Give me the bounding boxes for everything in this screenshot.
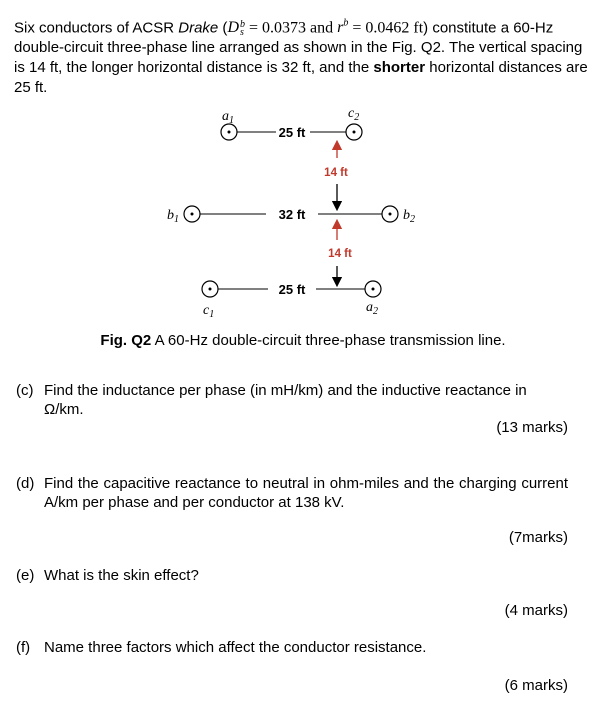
label-a2: $a_2$ (366, 300, 378, 317)
dim-vert-upper-label: 14 ft (324, 167, 348, 179)
question-d-text: Find the capacitive reactance to neutral in ohm-miles and the charging current A/km per phase and per conductor at 138 kV. (44, 475, 568, 511)
problem-statement (14, 14, 594, 98)
radius-symbol: $r^b$ (337, 18, 349, 37)
label-a1: $a_1$ (222, 109, 234, 126)
question-c-text: Find the inductance per phase (in mH/km) and the inductive reactance in Ω/km. (44, 382, 527, 418)
dim-middle-label: 32 ft (278, 207, 306, 222)
intro-text-1: Six conductors of ACSR (14, 19, 179, 37)
question-e-text: What is the skin effect? (44, 567, 199, 584)
question-e-marks: (4 marks) (504, 602, 568, 619)
question-f-marks: (6 marks) (504, 677, 568, 694)
conductor-b1 (184, 206, 200, 222)
intro-text-2: ( (218, 19, 228, 37)
conductor-name: Drake (178, 19, 219, 37)
caption-text: A 60-Hz double-circuit three-phase transmission line. (151, 332, 506, 349)
question-c-marks: (13 marks) (496, 419, 568, 436)
dim-vert-lower-label: 14 ft (328, 248, 352, 260)
label-b2: $b_2$ (403, 208, 415, 225)
label-b1: $b_1$ (167, 208, 179, 225)
intro-text-3: ) constitute a 60-Hz double-circuit three-phase line arranged as shown in the Fig. Q2. The vertical spacing is 14 ft, the longer horizontal distance is 32 ft, and the (14, 19, 583, 77)
conductor-c1 (202, 281, 218, 297)
caption-label: Fig. Q2 (100, 332, 152, 349)
dim-top-label: 25 ft (278, 125, 306, 140)
question-d (16, 474, 568, 512)
question-c-label: (c) (16, 382, 34, 399)
question-e (16, 566, 568, 585)
question-d-label: (d) (16, 475, 35, 492)
label-c2: $c_2$ (348, 106, 360, 123)
question-e-label: (e) (16, 567, 35, 584)
gmr-value: = 0.0373 and (245, 19, 338, 37)
conductor-a1 (221, 124, 237, 140)
emphasis-shorter: shorter (373, 59, 426, 77)
conductor-c2 (346, 124, 362, 140)
figure-caption (0, 331, 606, 351)
gmr-symbol: D b s (227, 18, 245, 38)
intro-text-4: horizontal distances are 25 ft. (14, 59, 588, 97)
label-c1: $c_1$ (203, 303, 215, 320)
conductor-b2 (382, 206, 398, 222)
question-c (16, 381, 568, 419)
conductor-a2 (365, 281, 381, 297)
radius-value: = 0.0462 ft (348, 19, 424, 37)
question-d-marks: (7marks) (508, 529, 568, 546)
dim-bottom-label: 25 ft (278, 282, 306, 297)
question-f (16, 638, 568, 657)
question-f-text: Name three factors which affect the conductor resistance. (44, 639, 427, 656)
fig-q2-diagram (0, 100, 606, 325)
question-f-label: (f) (16, 639, 31, 656)
